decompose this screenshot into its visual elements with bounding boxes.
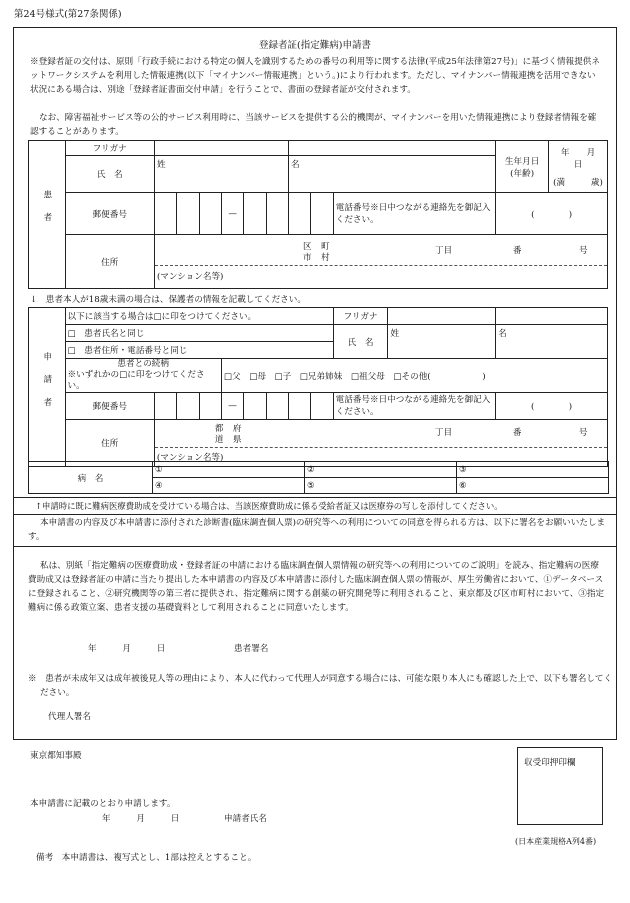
patient-addr-ku: 区: [302, 241, 312, 252]
proxy-note: ※ 患者が未成年又は成年被後見人等の理由により、本人に代わって代理人が同意する場合には、可能な限り本人にも確認した上で、以下も署名してください。: [28, 674, 613, 698]
applicant-section-label: 申請者: [29, 308, 66, 467]
applicant-postal-digit-1[interactable]: [154, 393, 176, 420]
patient-postal-digit-4[interactable]: [244, 193, 266, 235]
patient-postal-label: 郵便番号: [65, 193, 154, 235]
applicant-check-instruction: 以下に該当する場合は□に印をつけてください。: [65, 308, 333, 325]
patient-addr-machi: 町: [320, 241, 330, 252]
disease-label: 病 名: [29, 462, 153, 494]
applicant-phone-field[interactable]: [496, 393, 608, 420]
patient-given-label: 名: [291, 160, 300, 170]
patient-given-name-field[interactable]: [289, 156, 496, 193]
patient-postal-digit-6[interactable]: [289, 193, 311, 235]
patient-postal-digit-7[interactable]: [311, 193, 333, 235]
patient-age-value: (満 歳): [553, 177, 603, 188]
patient-surname-label: 姓: [156, 160, 166, 170]
applicant-postal-digit-2[interactable]: [177, 393, 199, 420]
applicant-postal-digit-6[interactable]: [288, 393, 310, 420]
applicant-address-field[interactable]: [154, 420, 607, 467]
applicant-addr-fu: 府: [232, 424, 242, 434]
applicant-postal-digit-4[interactable]: [244, 393, 266, 420]
form-number: 第24号様式(第27条関係): [14, 9, 122, 20]
patient-mansion-label: (マンション名等): [156, 271, 224, 282]
disease-table: [28, 461, 609, 494]
patient-address-field[interactable]: [154, 235, 607, 289]
subsidy-note: ↑申請時に既に難病医療費助成を受けている場合は、当該医療費助成に係る受給者証又は医療券の写しを添付してください。: [13, 497, 617, 515]
applicant-given-field[interactable]: [496, 325, 608, 359]
same-name-checkbox[interactable]: □ 患者氏名と同じ: [65, 325, 333, 342]
disease-field-6[interactable]: ⑥: [457, 478, 609, 494]
patient-dob-field[interactable]: [549, 141, 613, 193]
paper-size-note: (日本産業規格A列4番): [515, 837, 597, 846]
applicant-given-label: 名: [498, 329, 507, 339]
patient-postal-digit-3[interactable]: [199, 193, 221, 235]
patient-postal-dash: —: [221, 193, 243, 235]
remarks: 備考 本申請書は、複写式とし、1部は控えとすること。: [36, 853, 257, 863]
patient-address-label: 住所: [65, 235, 154, 289]
patient-dob-label: 生年月日 (年齢): [496, 141, 549, 193]
proxy-signature-label: 代理人署名: [48, 712, 91, 722]
apply-date[interactable]: 年 月 日: [102, 814, 180, 824]
applicant-addr-do: 道: [214, 435, 224, 445]
applicant-address-label: 住所: [65, 420, 154, 467]
patient-postal-digit-2[interactable]: [177, 193, 199, 235]
patient-name-label: 氏 名: [65, 156, 154, 193]
consent-body: 私は、別紙「指定難病の医療費助成・登録者証の申請における臨床調査個人票情報の研究等への利用についてのご説明」を読み、指定難病の医療費助成又は登録者証の申請に当たり提出した本申請書の内容及び本申請書に添付した臨床調査個人票の情報が、厚生労働省において、①データベースに登録されること、②研究機関等の第三者に提供され、指定難病に関する創薬の研究開発等に利用されること、東京都及び区市町村において、③指定難病に係る政策立案、患者支援の基礎資料として利用されることに同意いたします。: [28, 561, 605, 613]
applicant-addr-ban: 番: [512, 428, 522, 438]
applicant-postal-digit-3[interactable]: [199, 393, 221, 420]
applicant-surname-label: 姓: [390, 329, 400, 339]
patient-addr-go: 号: [578, 245, 588, 256]
addressee: 東京都知事殿: [30, 751, 82, 761]
patient-furigana-label: フリガナ: [65, 141, 154, 156]
patient-dob-value: 年 月 日: [560, 147, 613, 170]
consent-date[interactable]: 年 月 日: [88, 644, 166, 654]
applicant-furigana-surname-field[interactable]: [388, 308, 496, 325]
applicant-relation-options[interactable]: □父 □母 □子 □兄弟姉妹 □祖父母 □その他( ): [221, 359, 607, 393]
applicant-relation-label: 患者との続柄 ※いずれかの□に印をつけてください。: [65, 359, 221, 393]
applicant-furigana-label: フリガナ: [333, 308, 388, 325]
applicant-surname-field[interactable]: [388, 325, 496, 359]
patient-phone-field[interactable]: [496, 193, 608, 235]
minor-note: ↓ 患者本人が18歳未満の場合は、保護者の情報を記載してください。: [30, 295, 306, 305]
intro-paragraph-2: なお、障害福祉サービス等の公的サービス利用時に、当該サービスを提供する公的機関が、マイナンバーを用いた情報連携により登録者情報を確認することがあります。: [30, 113, 597, 137]
disease-field-2[interactable]: ②: [305, 462, 457, 478]
patient-surname-field[interactable]: [154, 156, 288, 193]
applicant-signature-label: 申請者氏名: [224, 814, 267, 824]
patient-signature-label: 患者署名: [234, 644, 269, 654]
patient-phone-label: 電話番号※日中つながる連絡先を御記入ください。: [333, 193, 496, 235]
disease-field-3[interactable]: ③: [457, 462, 609, 478]
patient-postal-digit-5[interactable]: [266, 193, 288, 235]
stamp-box: [517, 747, 603, 825]
applicant-table: [28, 307, 608, 467]
disease-field-1[interactable]: ①: [153, 462, 305, 478]
patient-addr-ban: 番: [512, 245, 522, 256]
applicant-addr-chome: 丁目: [434, 428, 453, 438]
applicant-phone-label: 電話番号※日中つながる連絡先を御記入ください。: [333, 393, 495, 420]
same-address-checkbox[interactable]: □ 患者住所・電話番号と同じ: [65, 342, 333, 359]
applicant-addr-go: 号: [578, 428, 588, 438]
patient-phone-value: ( ): [531, 209, 573, 220]
patient-postal-digit-1[interactable]: [154, 193, 176, 235]
patient-section-label: 患者: [29, 141, 66, 289]
applicant-postal-digit-5[interactable]: [266, 393, 288, 420]
patient-addr-chome: 丁目: [434, 245, 453, 256]
applicant-addr-to: 都: [214, 424, 224, 434]
applicant-mansion-label: (マンション名等): [156, 453, 224, 463]
stamp-box-label: 収受印押印欄: [524, 758, 576, 768]
applicant-phone-value: ( ): [531, 402, 573, 412]
disease-field-5[interactable]: ⑤: [305, 478, 457, 494]
applicant-postal-dash: —: [221, 393, 243, 420]
patient-addr-shi: 市: [302, 252, 312, 263]
applicant-furigana-given-field[interactable]: [496, 308, 608, 325]
consent-heading: 本申請書の内容及び本申請書に添付された診断書(臨床調査個人票)の研究等への利用についての同意を得られる方は、以下に署名をお願いいたします。: [28, 518, 606, 542]
applicant-postal-digit-7[interactable]: [311, 393, 333, 420]
patient-table: [28, 140, 613, 289]
patient-addr-mura: 村: [320, 252, 330, 263]
patient-furigana-given-field[interactable]: [289, 141, 496, 156]
applicant-postal-label: 郵便番号: [65, 393, 154, 420]
apply-statement: 本申請書に記載のとおり申請します。: [30, 799, 176, 809]
patient-furigana-surname-field[interactable]: [154, 141, 288, 156]
intro-paragraph-1: ※登録者証の交付は、原則「行政手続における特定の個人を識別するための番号の利用等に関する法律(平成25年法律第27号)」に基づく情報提供ネットワークシステムを利用した情報連携(以下「マイナンバー情報連携」という。)により行われます。ただし、マイナンバー情報連携を活用できない状況にある場合は、別途「登録者証書面交付申請」を行うことで、書面の登録者証が交付されます。: [30, 57, 600, 95]
applicant-name-label: 氏 名: [333, 325, 388, 359]
applicant-addr-ken: 県: [232, 435, 242, 445]
form-title: 登録者証(指定難病)申請書: [259, 40, 371, 51]
disease-field-4[interactable]: ④: [153, 478, 305, 494]
